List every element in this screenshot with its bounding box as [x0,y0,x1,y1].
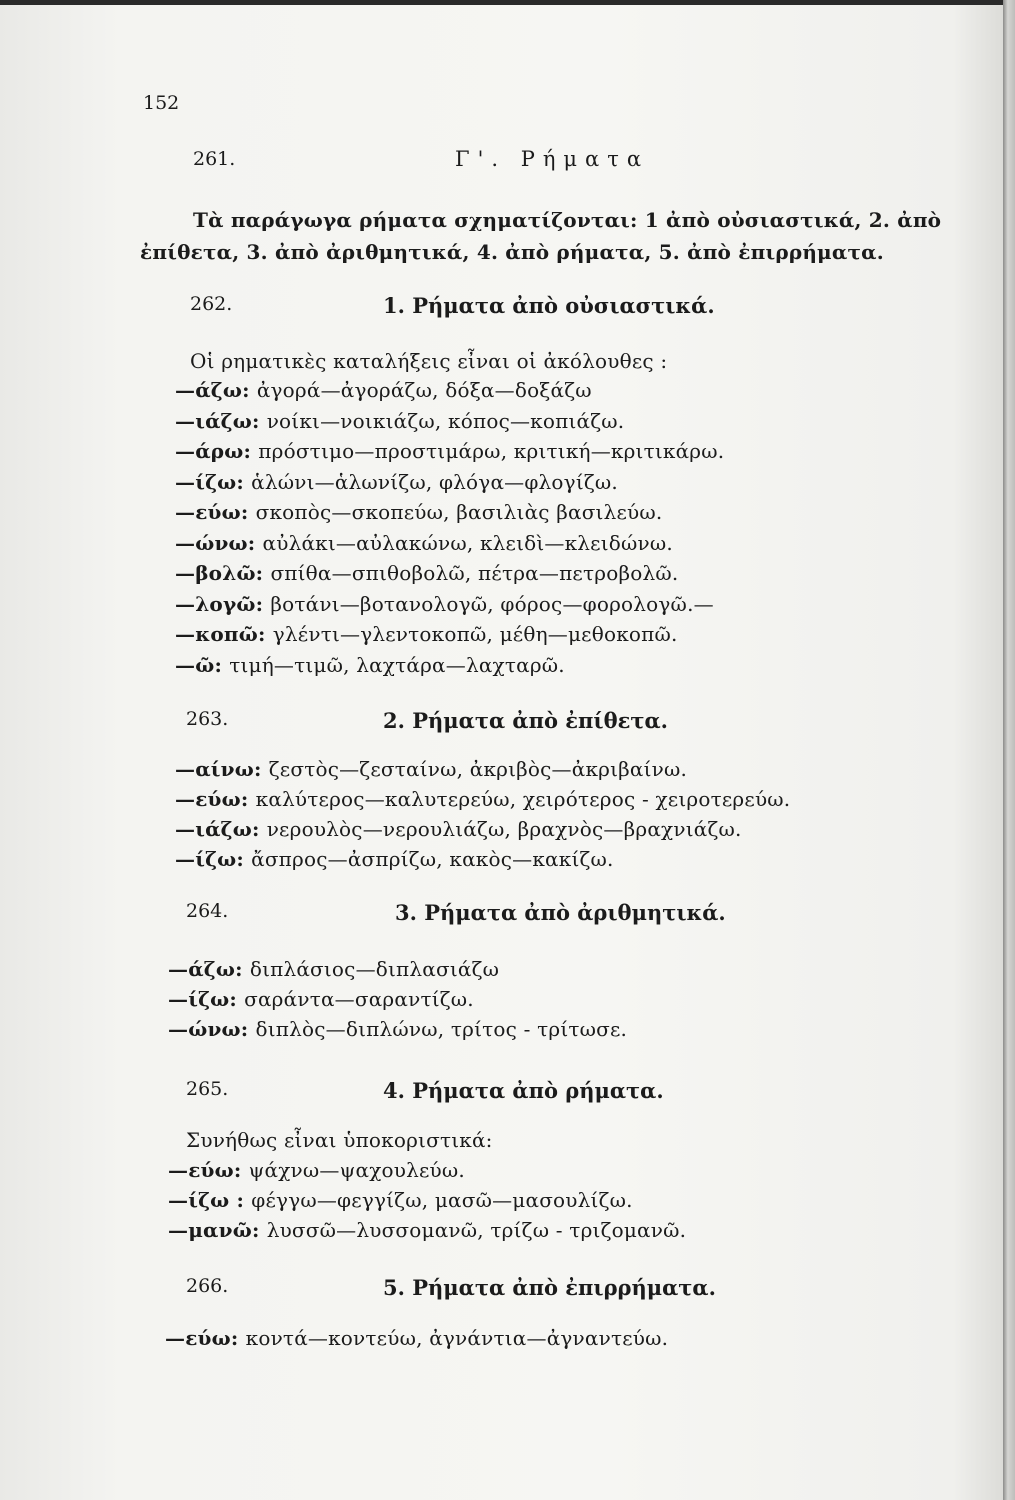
suffix-label: —μανῶ: [168,1218,267,1242]
suffix-row [175,409,624,433]
suffix-row [168,1158,465,1182]
suffix-label: —άρω: [175,439,259,463]
suffix-examples: αὐλάκι—αὐλακώνω, κλειδὶ—κλειδώνω. [262,530,673,555]
suffix-row [175,439,724,463]
suffix-row [175,787,790,811]
suffix-label: —άζω: [168,957,250,981]
suffix-examples: διπλὸς—διπλώνω, τρίτος - τρίτωσε. [255,1017,628,1041]
section-261-heading: Γ'. Ρήματα [455,147,650,171]
suffix-row [175,561,678,585]
section-262-heading: 1. Ρήματα ἀπὸ οὐσιαστικά. [383,293,715,318]
section-264-heading: 3. Ρήματα ἀπὸ ἀριθμητικά. [395,900,726,925]
suffix-row [165,1326,668,1350]
section-261-intro-line2: ἐπίθετα, 3. ἀπὸ ἀριθμητικά, 4. ἀπὸ ρήματα, 5. ἀπὸ ἐπιρρήματα. [140,240,884,264]
suffix-row [175,817,742,841]
suffix-label: —ιάζω: [175,817,267,841]
suffix-row [168,957,499,981]
suffix-examples: καλύτερος—καλυτερεύω, χειρότερος - χειροτερεύω. [255,787,791,811]
suffix-examples: σκοπὸς—σκοπεύω, βασιλιὰς βασιλεύω. [255,500,663,524]
suffix-examples: γλέντι—γλεντοκοπῶ, μέθη—μεθοκοπῶ. [272,622,678,646]
suffix-label: —ώνω: [168,1017,256,1041]
suffix-row [175,622,678,646]
suffix-label: —ίζω: [175,847,252,871]
suffix-row [175,847,614,871]
suffix-label: —ώνω: [175,530,263,555]
suffix-label: —εύω: [165,1326,246,1350]
suffix-examples: σαράντα—σαραντίζω. [244,987,474,1011]
suffix-examples: σπίθα—σπιθοβολῶ, πέτρα—πετροβολῶ. [270,561,679,585]
page-binding-edge [1003,0,1015,1500]
suffix-label: —κοπῶ: [175,622,273,646]
suffix-examples: ζεστὸς—ζεσταίνω, ἀκριβὸς—ἀκριβαίνω. [268,757,688,781]
suffix-examples: ἄσπρος—ἀσπρίζω, κακὸς—κακίζω. [251,847,614,871]
scan-top-edge [0,0,1015,5]
section-263-number: 263. [186,708,229,730]
suffix-label: —εύω: [175,787,256,811]
suffix-examples: κοντά—κοντεύω, ἀγνάντια—ἀγναντεύω. [245,1326,669,1350]
suffix-row [175,470,618,494]
suffix-label: —βολῶ: [175,561,271,585]
suffix-row [175,592,714,616]
suffix-row [168,987,474,1011]
section-266-heading: 5. Ρήματα ἀπὸ ἐπιρρήματα. [383,1275,716,1300]
suffix-row [175,378,592,402]
section-265-number: 265. [186,1078,229,1100]
section-261-intro-line1: Τὰ παράγωγα ρήματα σχηματίζονται: 1 ἀπὸ οὐσιαστικά, 2. ἀπὸ [193,208,942,232]
section-261-number: 261. [193,148,236,170]
suffix-examples: ἀγορά—ἀγοράζω, δόξα—δοξάζω [256,378,592,402]
suffix-label: —ίζω : [168,1188,252,1212]
section-262-number: 262. [190,293,233,315]
suffix-row [175,653,565,677]
section-263-heading: 2. Ρήματα ἀπὸ ἐπίθετα. [383,708,668,733]
suffix-label: —ῶ: [175,652,230,677]
suffix-examples: τιμή—τιμῶ, λαχτάρα—λαχταρῶ. [229,652,565,677]
suffix-examples: λυσσῶ—λυσσομανῶ, τρίζω - τριζομανῶ. [266,1218,687,1242]
suffix-examples: διπλάσιος—διπλασιάζω [249,957,500,981]
suffix-label: —ίζω: [168,987,245,1011]
section-266-number: 266. [186,1275,229,1297]
page-number: 152 [143,92,180,114]
suffix-examples: νοίκι—νοικιάζω, κόπος—κοπιάζω. [266,408,625,433]
section-262-intro: Οἱ ρηματικὲς καταλήξεις εἶναι οἱ ἀκόλουθες : [190,349,668,373]
suffix-row [175,500,662,524]
suffix-examples: ψάχνω—ψαχουλεύω. [248,1158,465,1182]
suffix-label: —ίζω: [175,469,252,494]
suffix-label: —εύω: [168,1158,249,1182]
suffix-examples: ἁλώνι—ἁλωνίζω, φλόγα—φλογίζω. [251,469,618,494]
suffix-row [175,757,687,781]
suffix-row [168,1017,627,1041]
section-265-intro: Συνήθως εἶναι ὑποκοριστικά: [186,1128,493,1152]
suffix-row [175,531,673,555]
section-265-heading: 4. Ρήματα ἀπὸ ρήματα. [383,1078,664,1103]
suffix-examples: βοτάνι—βοτανολογῶ, φόρος—φορολογῶ.— [270,591,714,616]
suffix-label: —άζω: [175,378,257,402]
suffix-row [168,1218,686,1242]
suffix-row [168,1188,633,1212]
suffix-examples: φέγγω—φεγγίζω, μασῶ—μασουλίζω. [251,1188,633,1212]
suffix-examples: νερουλὸς—νερουλιάζω, βραχνὸς—βραχνιάζω. [266,817,742,841]
suffix-label: —ιάζω: [175,408,267,433]
section-264-number: 264. [186,900,229,922]
suffix-examples: πρόστιμο—προστιμάρω, κριτική—κριτικάρω. [258,439,725,463]
suffix-label: —αίνω: [175,757,269,781]
suffix-label: —λογῶ: [175,591,271,616]
suffix-label: —εύω: [175,500,256,524]
